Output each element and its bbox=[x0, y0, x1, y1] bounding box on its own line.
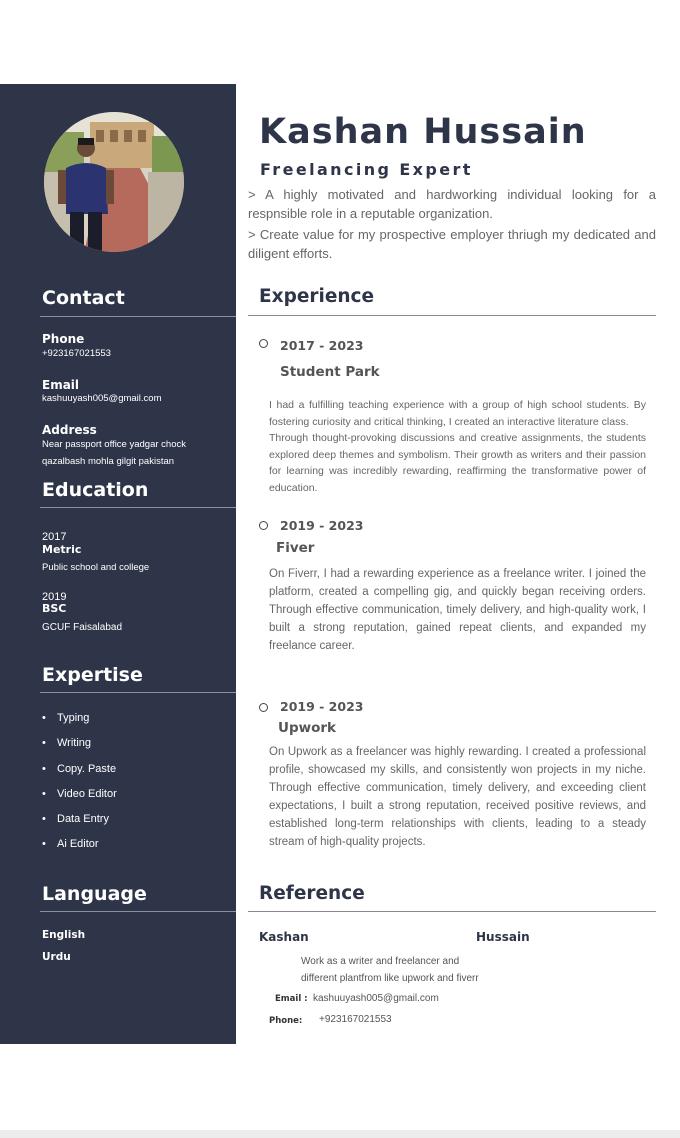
education-degree: Metric bbox=[42, 543, 82, 556]
contact-heading: Contact bbox=[42, 287, 125, 309]
reference-email: kashuuyash005@gmail.com bbox=[313, 993, 439, 1004]
expertise-item: • Data Entry bbox=[42, 813, 109, 825]
timeline-circle-icon bbox=[259, 339, 268, 348]
reference-first-name: Kashan bbox=[259, 930, 309, 944]
expertise-divider bbox=[40, 692, 236, 693]
experience-description: On Fiverr, I had a rewarding experience as a freelance writer. I joined the platform, created a compelling gig, and quickly began receiving orders. Through effective communication, timely delivery, and high-quality work, I built a strong reputation, gained repeat clients, and expanded my freelance career. bbox=[269, 568, 646, 652]
reference-email-label: Email : bbox=[275, 994, 308, 1004]
education-heading: Education bbox=[42, 479, 149, 501]
phone-value: +923167021553 bbox=[42, 348, 111, 359]
expertise-item: • Video Editor bbox=[42, 788, 117, 800]
address-label: Address bbox=[42, 423, 97, 437]
language-item: Urdu bbox=[42, 951, 71, 963]
reference-phone-label: Phone: bbox=[269, 1016, 303, 1026]
page-bottom-strip bbox=[0, 1130, 680, 1138]
experience-years: 2017 - 2023 bbox=[280, 338, 364, 353]
education-school: GCUF Faisalabad bbox=[42, 622, 123, 633]
profile-photo bbox=[44, 112, 184, 252]
education-divider bbox=[40, 507, 236, 508]
education-year: 2019 bbox=[42, 591, 67, 603]
language-divider bbox=[40, 911, 236, 912]
timeline-circle-icon bbox=[259, 521, 268, 530]
experience-years: 2019 - 2023 bbox=[280, 699, 364, 714]
education-year: 2017 bbox=[42, 531, 67, 543]
education-degree: BSC bbox=[42, 602, 67, 615]
candidate-title: Freelancing Expert bbox=[260, 160, 473, 179]
email-value: kashuuyash005@gmail.com bbox=[42, 393, 162, 404]
experience-years: 2019 - 2023 bbox=[280, 518, 364, 533]
reference-last-name: Hussain bbox=[476, 930, 530, 944]
language-item: English bbox=[42, 929, 86, 941]
experience-divider bbox=[248, 315, 656, 316]
experience-description: On Upwork as a freelancer was highly rewarding. I created a professional profile, showcased my skills, and consistently won projects in my niche. Through effective communication, timely delivery, and exceeding client expectations, I built a strong reputation, received positive reviews, and established long-term relationships with clients, leading to a steady stream of high-quality projects. bbox=[269, 746, 646, 848]
contact-divider bbox=[40, 316, 236, 317]
summary-line: > Create value for my prospective employer thriugh my dedicated and diligent efforts. bbox=[248, 227, 656, 261]
experience-description: I had a fulfilling teaching experience with a group of high school students. By fostering curiosity and critical thinking, I created an interactive literature class. Through thought-provoking discussions and creative assignments, the students explored deep themes and symbolism. Their growth as writers and their passion for learning was incredibly rewarding, reaffirming the transformative power of education. bbox=[269, 399, 646, 494]
timeline-circle-icon bbox=[259, 703, 268, 712]
expertise-item: • Copy. Paste bbox=[42, 763, 117, 775]
summary-line: > A highly motivated and hardworking individual looking for a respnsible role in a reputable organization. bbox=[248, 187, 656, 221]
experience-company: Student Park bbox=[280, 364, 380, 380]
address-line: Near passport office yadgar chock bbox=[42, 439, 186, 450]
expertise-item: • Ai Editor bbox=[42, 838, 99, 850]
expertise-heading: Expertise bbox=[42, 664, 143, 686]
expertise-item: • Writing bbox=[42, 737, 92, 749]
phone-label: Phone bbox=[42, 332, 85, 346]
reference-description-line: different plantfrom like upwork and fiverr bbox=[301, 973, 479, 984]
experience-company: Fiver bbox=[276, 540, 315, 556]
experience-heading: Experience bbox=[259, 286, 375, 307]
email-label: Email bbox=[42, 378, 80, 392]
language-heading: Language bbox=[42, 883, 147, 905]
candidate-name: Kashan Hussain bbox=[259, 112, 587, 152]
expertise-item: • Typing bbox=[42, 712, 90, 724]
reference-phone: +923167021553 bbox=[319, 1014, 392, 1025]
experience-company: Upwork bbox=[278, 720, 337, 736]
reference-heading: Reference bbox=[259, 883, 365, 904]
reference-description-line: Work as a writer and freelancer and bbox=[301, 956, 460, 967]
address-line: qazalbash mohla gilgit pakistan bbox=[42, 456, 175, 467]
reference-divider bbox=[248, 911, 656, 912]
education-school: Public school and college bbox=[42, 562, 150, 573]
